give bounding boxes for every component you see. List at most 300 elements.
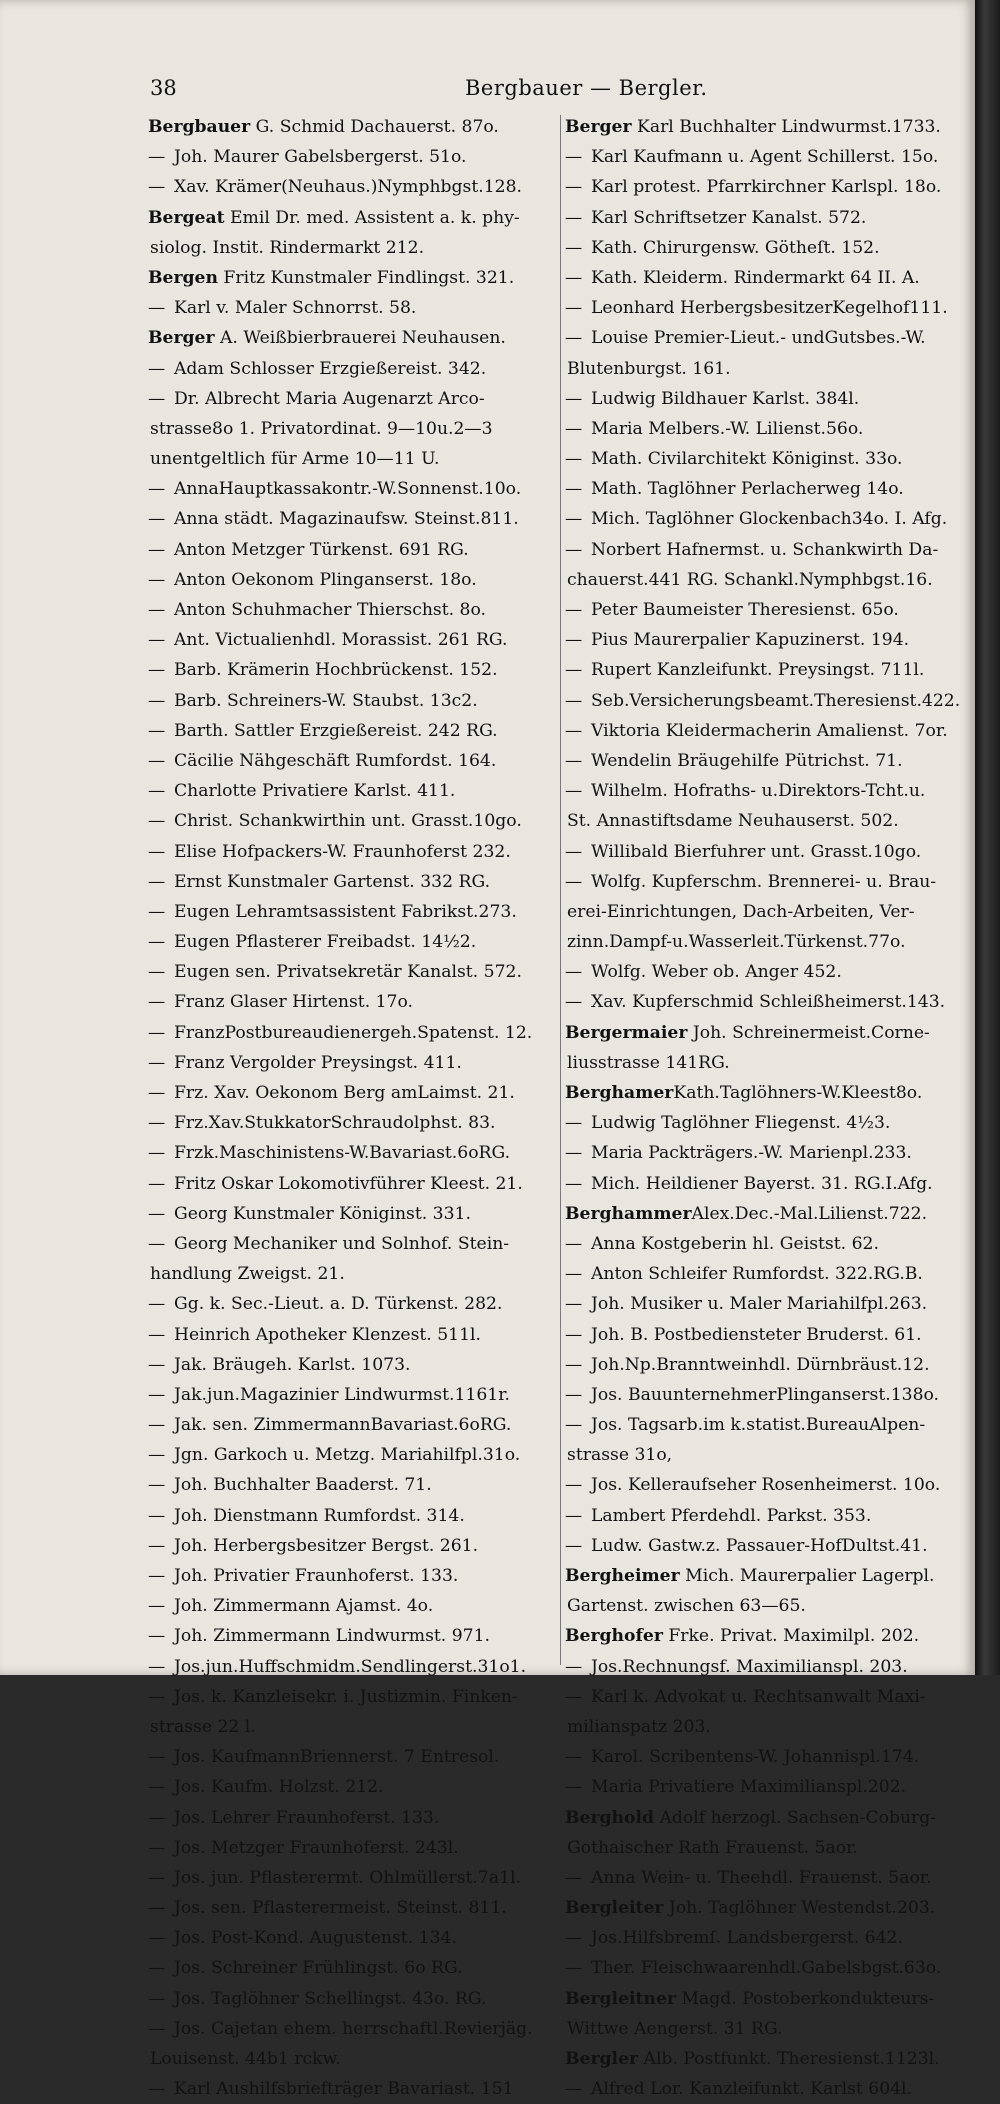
entry-dash: —	[565, 1113, 583, 1134]
directory-entry-line	[148, 1803, 558, 1833]
directory-entry-line	[565, 2014, 975, 2044]
directory-entry-line	[565, 746, 975, 776]
entry-text: Mich. Taglöhner Glockenbach34o. I. Afg.	[591, 509, 948, 530]
directory-entry-line	[565, 1440, 975, 1470]
directory-entry-line	[565, 1652, 975, 1682]
entry-dash: —	[565, 992, 583, 1013]
entry-dash: —	[565, 2079, 583, 2100]
entry-text: Frz. Xav. Oekonom Berg amLaimst. 21.	[174, 1083, 515, 1103]
directory-entry-line	[148, 1561, 558, 1591]
directory-entry-line	[148, 625, 558, 655]
entry-dash: —	[148, 479, 166, 500]
entry-dash: —	[565, 1928, 583, 1949]
directory-entry-line	[148, 535, 558, 565]
directory-entry-line	[565, 1470, 975, 1500]
directory-entry-line	[565, 1199, 975, 1229]
entry-text: Jak. Bräugeh. Karlst. 1073.	[174, 1354, 411, 1375]
directory-entry-line	[565, 686, 975, 716]
entry-dash: —	[565, 1747, 583, 1768]
entry-text: Frz.Xav.StukkatorSchraudolphst. 83.	[174, 1113, 496, 1134]
entry-text: liusstrasse 141RG.	[567, 1052, 730, 1073]
directory-entry-line	[565, 1682, 975, 1712]
entry-dash: —	[148, 388, 166, 409]
entry-text: Christ. Schankwirthin unt. Grasst.10go.	[174, 811, 522, 832]
entry-text: Kath. Kleiderm. Rindermarkt 64 II. A.	[591, 267, 920, 288]
entry-text: Mich. Heildiener Bayerst. 31. RG.I.Afg.	[591, 1173, 933, 1194]
directory-entry-line	[148, 897, 558, 927]
entry-text: Fritz Oskar Lokomotivführer Kleest. 21.	[174, 1173, 523, 1194]
directory-entry-line	[565, 565, 975, 595]
entry-text: Jak. sen. ZimmermannBavariast.6oRG.	[174, 1415, 512, 1436]
directory-entry-line	[565, 1018, 975, 1048]
entry-dash: —	[565, 1143, 583, 1164]
entry-text: Frke. Privat. Maximilpl. 202.	[662, 1626, 920, 1647]
entry-dash: —	[565, 1686, 583, 1707]
entry-text: Jos. Post-Kond. Augustenst. 134.	[174, 1928, 457, 1949]
directory-entry-line	[148, 1772, 558, 1802]
directory-entry-line	[148, 2074, 558, 2104]
directory-entry-line	[565, 987, 975, 1017]
directory-entry-line	[148, 957, 558, 987]
entry-text: Karl k. Advokat u. Rechtsanwalt Maxi-	[591, 1686, 926, 1707]
entry-text: Alb. Postfunkt. Theresienst.1123l.	[638, 2049, 940, 2069]
surname-heading: Bergleitner	[565, 1988, 676, 2009]
surname-heading: Bergleiter	[565, 1898, 664, 1919]
directory-entry-line	[565, 444, 975, 474]
directory-entry-line	[565, 806, 975, 836]
entry-text: Wolfg. Kupferschm. Brennerei- u. Brau-	[591, 871, 937, 892]
entry-dash: —	[565, 750, 583, 771]
directory-entry-line	[148, 354, 558, 384]
entry-dash: —	[148, 811, 166, 832]
entry-dash: —	[148, 720, 166, 741]
directory-entry-line	[565, 203, 975, 233]
entry-text: Anna städt. Magazinaufsw. Steinst.811.	[174, 509, 519, 530]
directory-entry-line	[148, 1863, 558, 1893]
entry-dash: —	[148, 2018, 166, 2039]
entry-dash: —	[148, 1898, 166, 1919]
entry-text: Jos. sen. Pflasterermeist. Steinst. 811.	[174, 1898, 507, 1919]
entry-text: Ludwig Taglöhner Fliegenst. 4½3.	[591, 1113, 891, 1134]
directory-entry-line	[565, 897, 975, 927]
entry-text: Joh. Zimmermann Lindwurmst. 971.	[174, 1626, 491, 1647]
entry-text: Joh. Privatier Fraunhoferst. 133.	[174, 1566, 459, 1586]
directory-entry-line	[148, 1410, 558, 1440]
entry-text: Anton Metzger Türkenst. 691 RG.	[174, 539, 469, 560]
entry-text: Karl protest. Pfarrkirchner Karlspl. 18o.	[591, 177, 942, 198]
entry-text: Cäcilie Nähgeschäft Rumfordst. 164.	[174, 750, 497, 771]
directory-entry-line	[565, 655, 975, 685]
entry-text: Joh. Taglöhner Westendst.203.	[663, 1898, 936, 1919]
entry-text: Georg Kunstmaler Königinst. 331.	[174, 1203, 471, 1224]
entry-text: Joh. Buchhalter Baaderst. 71.	[174, 1475, 432, 1496]
entry-dash: —	[565, 1264, 583, 1285]
entry-dash: —	[148, 1384, 166, 1405]
directory-entry-line	[148, 1591, 558, 1621]
entry-text: Wittwe Aengerst. 31 RG.	[567, 2018, 783, 2039]
entry-dash: —	[148, 1747, 166, 1768]
directory-entry-line	[148, 323, 558, 353]
entry-dash: —	[565, 539, 583, 560]
entry-text: Gartenst. zwischen 63—65.	[567, 1596, 806, 1617]
entry-text: Jos. BauunternehmerPlinganserst.138o.	[591, 1384, 940, 1405]
entry-dash: —	[148, 1596, 166, 1617]
entry-text: Peter Baumeister Theresienst. 65o.	[591, 600, 899, 620]
entry-dash: —	[148, 932, 166, 953]
directory-entry-line	[565, 927, 975, 957]
surname-heading: Berghold	[565, 1807, 655, 1828]
directory-entry-line	[148, 1440, 558, 1470]
directory-entry-line	[565, 1803, 975, 1833]
entry-text: Joh. Zimmermann Ajamst. 4o.	[174, 1596, 434, 1617]
entry-text: Louisenst. 44b1 rckw.	[150, 2049, 341, 2069]
entry-dash: —	[148, 509, 166, 530]
entry-dash: —	[565, 1535, 583, 1556]
entry-dash: —	[565, 1415, 583, 1436]
entry-dash: —	[565, 1173, 583, 1194]
entry-dash: —	[565, 1475, 583, 1496]
entry-text: St. Annastiftsdame Neuhauserst. 502.	[567, 811, 899, 832]
entry-dash: —	[148, 1415, 166, 1436]
entry-text: Joh. Musiker u. Maler Mariahilfpl.263.	[591, 1294, 928, 1315]
entry-dash: —	[565, 1867, 583, 1888]
entry-text: Jos. jun. Pflasterermt. Ohlmüllerst.7a1l.	[174, 1867, 521, 1888]
directory-entry-line	[565, 1380, 975, 1410]
entry-dash: —	[148, 1988, 166, 2009]
entry-dash: —	[148, 1566, 166, 1586]
entry-text: Eugen sen. Privatsekretär Kanalst. 572.	[174, 962, 522, 983]
entry-text: Eugen Pflasterer Freibadst. 14½2.	[174, 932, 477, 953]
directory-entry-line	[565, 1591, 975, 1621]
entry-text: Norbert Hafnermst. u. Schankwirth Da-	[591, 539, 939, 560]
entry-dash: —	[148, 992, 166, 1013]
directory-entry-line	[565, 957, 975, 987]
entry-dash: —	[148, 1867, 166, 1888]
entry-text: Kath.Taglöhners-W.Kleest8o.	[673, 1083, 923, 1103]
directory-entry-line	[565, 1289, 975, 1319]
directory-entry-line	[148, 1621, 558, 1651]
directory-entry-line	[148, 142, 558, 172]
directory-entry-line	[565, 474, 975, 504]
entry-text: Barb. Schreiners-W. Staubst. 13c2.	[174, 690, 478, 711]
entry-dash: —	[148, 1535, 166, 1556]
entry-dash: —	[148, 1656, 166, 1677]
surname-heading: Bergermaier	[565, 1022, 688, 1043]
entry-dash: —	[148, 1294, 166, 1315]
entry-text: Barb. Krämerin Hochbrückenst. 152.	[174, 660, 498, 681]
entry-text: Jgn. Garkoch u. Metzg. Mariahilfpl.31o.	[174, 1445, 521, 1466]
entry-text: Ther. Fleischwaarenhdl.Gabelsbgst.63o.	[591, 1958, 942, 1979]
directory-entry-line	[565, 595, 975, 625]
entry-dash: —	[148, 1143, 166, 1164]
entry-dash: —	[148, 1022, 166, 1043]
entry-text: Jos. Taglöhner Schellingst. 43o. RG.	[174, 1988, 487, 2009]
entry-text: Eugen Lehramtsassistent Fabrikst.273.	[174, 901, 517, 922]
entry-dash: —	[565, 1294, 583, 1315]
entry-dash: —	[148, 1475, 166, 1496]
directory-entry-line	[148, 504, 558, 534]
directory-entry-line	[565, 384, 975, 414]
directory-entry-line	[148, 1018, 558, 1048]
entry-text: AnnaHauptkassakontr.-W.Sonnenst.10o.	[174, 479, 522, 500]
entry-dash: —	[148, 358, 166, 379]
entry-text: Adam Schlosser Erzgießereist. 342.	[174, 358, 487, 379]
directory-entry-line	[565, 1229, 975, 1259]
entry-text: Joh. Dienstmann Rumfordst. 314.	[174, 1505, 465, 1526]
directory-entry-line	[148, 112, 558, 142]
directory-entry-line	[565, 1531, 975, 1561]
directory-entry-line	[565, 263, 975, 293]
entry-text: strasse 31o,	[567, 1445, 673, 1466]
surname-heading: Berghamer	[565, 1083, 674, 1103]
entry-dash: —	[565, 237, 583, 258]
entry-dash: —	[148, 630, 166, 651]
entry-text: zinn.Dampf-u.Wasserleit.Türkenst.77o.	[567, 932, 906, 953]
entry-dash: —	[565, 1324, 583, 1345]
directory-entry-line	[565, 535, 975, 565]
directory-entry-line	[148, 1652, 558, 1682]
entry-text: Ernst Kunstmaler Gartenst. 332 RG.	[174, 871, 491, 892]
entry-text: Magd. Postoberkondukteurs-	[675, 1988, 935, 2009]
entry-text: Gothaischer Rath Frauenst. 5aor.	[567, 1837, 858, 1858]
entry-dash: —	[148, 841, 166, 862]
directory-entry-line	[565, 1772, 975, 1802]
directory-entry-line	[565, 142, 975, 172]
directory-entry-line	[565, 1561, 975, 1591]
directory-entry-line	[565, 1923, 975, 1953]
directory-entry-line	[148, 444, 558, 474]
entry-text: Kath. Chirurgensw. Götheſt. 152.	[591, 237, 880, 258]
entry-text: Leonhard HerbergsbesitzerKegelhof111.	[591, 298, 948, 319]
entry-text: Math. Taglöhner Perlacherweg 14o.	[591, 479, 904, 500]
entry-dash: —	[148, 177, 166, 198]
directory-entry-line	[148, 655, 558, 685]
directory-entry-line	[148, 263, 558, 293]
directory-entry-line	[565, 1169, 975, 1199]
directory-entry-line	[565, 414, 975, 444]
directory-entry-line	[565, 172, 975, 202]
entry-text: handlung Zweigst. 21.	[150, 1264, 345, 1285]
entry-text: Jos.Rechnungsf. Maximilianspl. 203.	[591, 1656, 908, 1677]
entry-text: Anna Wein- u. Theehdl. Frauenst. 5aor.	[591, 1867, 932, 1888]
entry-dash: —	[565, 1233, 583, 1254]
directory-entry-line	[148, 1320, 558, 1350]
directory-entry-line	[565, 1742, 975, 1772]
page-number: 38	[150, 76, 177, 100]
entry-dash: —	[148, 690, 166, 711]
entry-text: Charlotte Privatiere Karlst. 411.	[174, 781, 456, 802]
entry-dash: —	[148, 1173, 166, 1194]
directory-entry-line	[148, 2044, 558, 2074]
entry-text: Franz Glaser Hirtenst. 17o.	[174, 992, 414, 1013]
entry-dash: —	[148, 2079, 166, 2100]
entry-dash: —	[565, 1958, 583, 1979]
entry-text: Wilhelm. Hofraths- u.Direktors-Tcht.u.	[591, 781, 926, 802]
entry-dash: —	[565, 841, 583, 862]
entry-text: Jos. Schreiner Frühlingst. 6o RG.	[174, 1958, 463, 1979]
entry-text: Jos.Hilfsbremſ. Landsbergerst. 642.	[591, 1928, 903, 1949]
surname-heading: Bergeat	[148, 207, 225, 228]
directory-entry-line	[148, 1078, 558, 1108]
directory-entry-line	[148, 806, 558, 836]
entry-text: Maria Privatiere Maximilianspl.202.	[591, 1777, 907, 1798]
directory-entry-line	[565, 1350, 975, 1380]
entry-text: Rupert Kanzleifunkt. Preysingst. 711l.	[591, 660, 925, 681]
entry-text: Frzk.Maschinistens-W.Bavariast.6oRG.	[174, 1143, 511, 1164]
directory-entry-line	[148, 1531, 558, 1561]
entry-dash: —	[148, 1958, 166, 1979]
directory-entry-line	[148, 1501, 558, 1531]
entry-text: Joh. Maurer Gabelsbergerst. 51o.	[174, 147, 467, 168]
entry-dash: —	[148, 871, 166, 892]
directory-entry-line	[148, 1289, 558, 1319]
entry-text: Joh. Herbergsbesitzer Bergst. 261.	[174, 1535, 479, 1556]
directory-entry-line	[565, 837, 975, 867]
entry-text: Emil Dr. med. Assistent a. k. phy-	[224, 207, 520, 228]
directory-entry-line	[565, 1893, 975, 1923]
entry-dash: —	[565, 298, 583, 319]
surname-heading: Bergheimer	[565, 1566, 680, 1586]
directory-entry-line	[565, 354, 975, 384]
entry-text: Georg Mechaniker und Solnhof. Stein-	[174, 1233, 510, 1254]
directory-entry-line	[148, 293, 558, 323]
directory-entry-line	[565, 112, 975, 142]
directory-entry-line	[565, 1108, 975, 1138]
entry-dash: —	[565, 177, 583, 198]
entry-text: Alfred Lor. Kanzleifunkt. Karlst 604l.	[591, 2079, 913, 2100]
entry-dash: —	[148, 1928, 166, 1949]
entry-text: Ant. Victualienhdl. Morassist. 261 RG.	[174, 630, 508, 651]
entry-text: Joh. Schreinermeist.Corne-	[687, 1022, 930, 1043]
directory-entry-line	[148, 987, 558, 1017]
directory-entry-line	[148, 746, 558, 776]
entry-text: A. Weißbierbrauerei Neuhausen.	[214, 328, 506, 349]
entry-text: Xav. Krämer(Neuhaus.)Nymphbgst.128.	[174, 177, 523, 198]
entry-text: Alex.Dec.-Mal.Lilienst.722.	[691, 1203, 928, 1224]
directory-entry-line	[565, 233, 975, 263]
entry-dash: —	[565, 1354, 583, 1375]
left-column	[148, 112, 558, 2104]
directory-entry-line	[148, 1712, 558, 1742]
directory-entry-line	[565, 504, 975, 534]
entry-text: Maria Melbers.-W. Lilienst.56o.	[591, 418, 864, 439]
directory-entry-line	[148, 686, 558, 716]
entry-text: Karl Buchhalter Lindwurmst.1733.	[631, 117, 941, 137]
entry-dash: —	[148, 1626, 166, 1647]
directory-entry-line	[565, 1712, 975, 1742]
directory-entry-line	[148, 1048, 558, 1078]
entry-text: Karl v. Maler Schnorrst. 58.	[174, 298, 417, 319]
directory-entry-line	[565, 625, 975, 655]
directory-entry-line	[148, 595, 558, 625]
entry-text: Jos. k. Kanzleisekr. i. Justizmin. Finken-	[174, 1686, 518, 1707]
entry-text: Jos. Kelleraufseher Rosenheimerst. 10o.	[591, 1475, 941, 1496]
running-head: Bergbauer — Bergler.	[465, 76, 708, 100]
directory-entry-line	[565, 2074, 975, 2104]
directory-entry-line	[148, 1169, 558, 1199]
entry-dash: —	[148, 1203, 166, 1224]
surname-heading: Bergler	[565, 2049, 639, 2069]
directory-entry-line	[148, 1380, 558, 1410]
entry-dash: —	[565, 1777, 583, 1798]
entry-dash: —	[565, 781, 583, 802]
entry-text: Jos. Lehrer Fraunhoferst. 133.	[174, 1807, 440, 1828]
surname-heading: Bergbauer	[148, 117, 251, 137]
entry-text: Anton Oekonom Plinganserst. 18o.	[174, 569, 477, 590]
entry-text: Willibald Bierfuhrer unt. Grasst.10go.	[591, 841, 922, 862]
directory-entry-line	[565, 1048, 975, 1078]
entry-text: Jos. KaufmannBriennerst. 7 Entresol.	[174, 1747, 500, 1768]
entry-dash: —	[565, 871, 583, 892]
directory-entry-line	[565, 867, 975, 897]
entry-text: strasse8o 1. Privatordinat. 9—10u.2—3	[150, 418, 493, 439]
surname-heading: Berger	[565, 117, 632, 137]
directory-entry-line	[148, 203, 558, 233]
directory-entry-line	[565, 1984, 975, 2014]
entry-dash: —	[565, 1656, 583, 1677]
entry-dash: —	[148, 569, 166, 590]
entry-text: Dr. Albrecht Maria Augenarzt Arco-	[174, 388, 485, 409]
directory-entry-line	[565, 2044, 975, 2074]
directory-entry-line	[565, 1410, 975, 1440]
entry-text: Math. Civilarchitekt Königinst. 33o.	[591, 449, 903, 470]
entry-text: milianspatz 203.	[567, 1716, 711, 1737]
page-header	[150, 76, 960, 108]
directory-entry-line	[565, 1078, 975, 1108]
entry-text: Franz Vergolder Preysingst. 411.	[174, 1052, 462, 1073]
entry-text: Maria Packträgers.-W. Marienpl.233.	[591, 1143, 912, 1164]
entry-dash: —	[565, 267, 583, 288]
entry-text: Joh.Np.Branntweinhdl. Dürnbräust.12.	[591, 1354, 930, 1375]
directory-entry-line	[565, 1259, 975, 1289]
directory-entry-line	[148, 414, 558, 444]
entry-dash: —	[148, 1324, 166, 1345]
entry-text: erei-Einrichtungen, Dach-Arbeiten, Ver-	[567, 901, 915, 922]
directory-entry-line	[148, 1138, 558, 1168]
entry-text: Jak.jun.Magazinier Lindwurmst.1161r.	[174, 1384, 511, 1405]
entry-dash: —	[148, 147, 166, 168]
entry-text: Jos. Kaufm. Holzst. 212.	[174, 1777, 384, 1798]
entry-text: chauerst.441 RG. Schankl.Nymphbgst.16.	[567, 569, 933, 590]
entry-text: Gg. k. Sec.-Lieut. a. D. Türkenst. 282.	[174, 1294, 503, 1315]
entry-text: Mich. Maurerpalier Lagerpl.	[679, 1566, 935, 1586]
entry-dash: —	[565, 147, 583, 168]
surname-heading: Berghofer	[565, 1626, 663, 1647]
directory-entry-line	[565, 1501, 975, 1531]
directory-entry-line	[148, 172, 558, 202]
directory-entry-line	[148, 384, 558, 414]
entry-text: Xav. Kupferschmid Schleißheimerst.143.	[591, 992, 946, 1013]
directory-entry-line	[565, 293, 975, 323]
entry-text: Heinrich Apotheker Klenzest. 511l.	[174, 1324, 481, 1345]
directory-entry-line	[148, 867, 558, 897]
directory-entry-line	[148, 776, 558, 806]
entry-text: Karol. Scribentens-W. Johannispl.174.	[591, 1747, 920, 1768]
directory-entry-line	[148, 1923, 558, 1953]
directory-entry-line	[148, 2014, 558, 2044]
entry-text: Elise Hofpackers-W. Fraunhoferst 232.	[174, 841, 511, 862]
directory-entry-line	[148, 716, 558, 746]
entry-text: Viktoria Kleidermacherin Amalienst. 7or.	[591, 720, 948, 741]
entry-text: Jos.jun.Huffschmidm.Sendlingerst.31o1.	[174, 1656, 527, 1677]
entry-text: Jos. Tagsarb.im k.statist.BureauAlpen-	[591, 1415, 926, 1436]
directory-entry-line	[565, 1863, 975, 1893]
entry-dash: —	[565, 449, 583, 470]
directory-entry-line	[148, 837, 558, 867]
entry-text: Barth. Sattler Erzgießereist. 242 RG.	[174, 720, 498, 741]
entry-dash: —	[565, 388, 583, 409]
directory-entry-line	[565, 1320, 975, 1350]
